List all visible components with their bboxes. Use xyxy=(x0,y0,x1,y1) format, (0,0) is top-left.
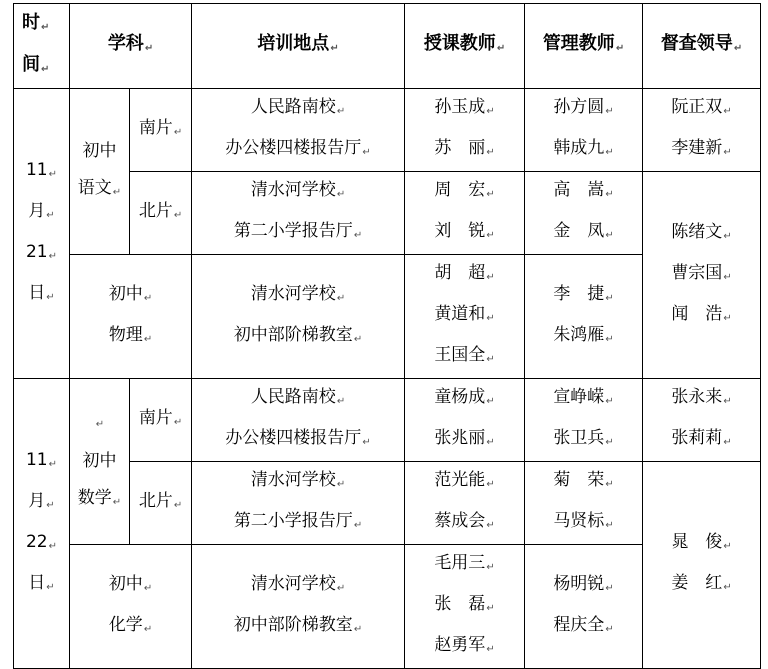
day2-chemistry-subject xyxy=(70,545,192,669)
header-supervisor-label: 督查领导 xyxy=(660,33,733,54)
manager-name: 孙方圆 xyxy=(553,97,605,117)
paragraph-mark-icon: ↵ xyxy=(46,209,55,221)
teacher-name: 刘 锐 xyxy=(434,221,486,241)
area-label: 南片 xyxy=(138,407,173,428)
day1-physics-location xyxy=(192,255,405,379)
paragraph-mark-icon: ↵ xyxy=(173,209,183,221)
paragraph-mark-icon: ↵ xyxy=(723,147,732,158)
paragraph-mark-icon: ↵ xyxy=(486,313,495,324)
paragraph-mark-icon: ↵ xyxy=(496,43,506,54)
paragraph-mark-icon: ↵ xyxy=(486,437,495,448)
paragraph-mark-icon: ↵ xyxy=(486,396,495,407)
manager-name: 高 嵩 xyxy=(553,180,605,200)
day2-math-south-managers xyxy=(525,379,643,462)
paragraph-mark-icon: ↵ xyxy=(605,437,614,448)
location-line: 清水河学校 xyxy=(250,180,336,200)
paragraph-mark-icon: ↵ xyxy=(605,479,614,490)
paragraph-mark-icon: ↵ xyxy=(41,64,50,75)
day1-chinese-south-managers xyxy=(525,89,643,172)
paragraph-mark-icon: ↵ xyxy=(143,333,153,345)
manager-name: 杨明锐 xyxy=(553,573,605,594)
paragraph-mark-icon: ↵ xyxy=(723,582,732,593)
location-line: 第二小学报告厅 xyxy=(233,221,353,241)
paragraph-mark-icon: ↵ xyxy=(486,147,495,158)
date-line: 月 xyxy=(28,490,46,511)
paragraph-mark-icon: ↵ xyxy=(144,43,154,54)
day2-chemistry-teachers xyxy=(405,545,525,669)
day2-math-north-location xyxy=(192,462,405,545)
paragraph-mark-icon: ↵ xyxy=(615,43,625,54)
header-time-line1: 时 xyxy=(22,12,40,33)
manager-name: 朱鸿雁 xyxy=(553,324,605,345)
day2-chemistry-managers xyxy=(525,545,643,669)
day1-physics-subject xyxy=(70,255,192,379)
table-row xyxy=(14,379,761,462)
supervisor-name: 姜 红 xyxy=(671,573,723,593)
supervisor-name: 曹宗国 xyxy=(671,262,723,283)
day1-date xyxy=(14,89,70,379)
day2-chemistry-location xyxy=(192,545,405,669)
training-schedule-table xyxy=(13,3,761,669)
paragraph-mark-icon: ↵ xyxy=(723,271,732,283)
teacher-name: 张 磊 xyxy=(434,594,486,614)
paragraph-mark-icon: ↵ xyxy=(336,479,346,490)
location-line: 人民路南校 xyxy=(250,97,336,117)
subject-line: 初中 xyxy=(108,283,143,304)
location-line: 第二小学报告厅 xyxy=(233,511,353,531)
date-line: 11 xyxy=(25,449,48,470)
paragraph-mark-icon: ↵ xyxy=(723,437,732,448)
subject-line: 数学 xyxy=(77,488,112,508)
teacher-name: 苏 丽 xyxy=(434,138,486,158)
paragraph-mark-icon: ↵ xyxy=(723,106,732,117)
day1-chinese-north-managers xyxy=(525,172,643,255)
teacher-name: 蔡成会 xyxy=(434,511,486,531)
paragraph-mark-icon: ↵ xyxy=(605,106,614,117)
manager-name: 金 凤 xyxy=(553,221,605,241)
paragraph-mark-icon: ↵ xyxy=(486,354,495,365)
teacher-name: 黄道和 xyxy=(434,304,486,324)
teacher-name: 王国全 xyxy=(434,345,486,365)
header-manager xyxy=(525,4,643,89)
paragraph-mark-icon: ↵ xyxy=(605,623,614,635)
location-line: 人民路南校 xyxy=(250,387,336,407)
supervisor-name: 晁 俊 xyxy=(671,532,723,552)
header-teacher xyxy=(405,4,525,89)
teacher-name: 毛用三 xyxy=(434,553,486,573)
subject-line: 初中 xyxy=(108,573,143,594)
day1-chinese-south-teachers xyxy=(405,89,525,172)
paragraph-mark-icon: ↵ xyxy=(605,189,614,200)
paragraph-mark-icon: ↵ xyxy=(362,147,371,158)
paragraph-mark-icon: ↵ xyxy=(605,582,614,594)
manager-name: 程庆全 xyxy=(553,614,605,635)
paragraph-mark-icon: ↵ xyxy=(336,396,346,407)
paragraph-mark-icon: ↵ xyxy=(605,333,614,345)
date-line: 月 xyxy=(28,200,46,221)
paragraph-mark-icon: ↵ xyxy=(173,416,183,428)
day2-math-south-teachers xyxy=(405,379,525,462)
paragraph-mark-icon: ↵ xyxy=(486,272,495,283)
supervisor-name: 闻 浩 xyxy=(671,303,723,324)
paragraph-mark-icon: ↵ xyxy=(48,458,58,470)
paragraph-mark-icon: ↵ xyxy=(486,189,495,200)
area-label: 北片 xyxy=(138,490,173,511)
day2-math-north-managers xyxy=(525,462,643,545)
teacher-name: 赵勇军 xyxy=(434,635,486,655)
supervisor-name: 陈绪文 xyxy=(671,221,723,242)
paragraph-mark-icon: ↵ xyxy=(723,312,732,324)
table-row xyxy=(14,89,761,172)
subject-line: 化学 xyxy=(108,614,143,635)
paragraph-mark-icon: ↵ xyxy=(362,437,371,448)
teacher-name: 胡 超 xyxy=(434,263,486,283)
header-row xyxy=(14,4,761,89)
date-line: 21 xyxy=(25,241,48,262)
paragraph-mark-icon: ↵ xyxy=(486,230,495,241)
day2-math-south-area xyxy=(130,379,192,462)
location-line: 办公楼四楼报告厅 xyxy=(225,138,362,158)
header-time xyxy=(14,4,70,89)
paragraph-mark-icon: ↵ xyxy=(605,520,614,531)
paragraph-mark-icon: ↵ xyxy=(112,497,122,508)
paragraph-mark-icon: ↵ xyxy=(486,562,495,573)
day2-math-south-supervisors xyxy=(643,379,761,462)
paragraph-mark-icon: ↵ xyxy=(336,189,346,200)
location-line: 初中部阶梯教室 xyxy=(233,324,353,345)
supervisor-name: 阮正双 xyxy=(671,97,723,117)
paragraph-mark-icon: ↵ xyxy=(336,292,346,304)
teacher-name: 童杨成 xyxy=(434,387,486,407)
paragraph-mark-icon: ↵ xyxy=(723,396,732,407)
day2-date xyxy=(14,379,70,669)
day1-chinese-north-teachers xyxy=(405,172,525,255)
day2-shared-supervisors xyxy=(643,462,761,669)
location-line: 清水河学校 xyxy=(250,470,336,490)
header-subject xyxy=(70,4,192,89)
area-label: 北片 xyxy=(138,200,173,221)
teacher-name: 范光能 xyxy=(434,470,486,490)
paragraph-mark-icon: ↵ xyxy=(48,250,58,262)
header-manager-label: 管理教师 xyxy=(542,33,615,54)
day1-physics-teachers xyxy=(405,255,525,379)
teacher-name: 张兆丽 xyxy=(434,428,486,448)
paragraph-mark-icon: ↵ xyxy=(46,291,55,303)
paragraph-mark-icon: ↵ xyxy=(486,106,495,117)
paragraph-mark-icon: ↵ xyxy=(353,230,363,241)
teacher-name: 孙玉成 xyxy=(434,97,486,117)
paragraph-mark-icon: ↵ xyxy=(605,147,614,158)
paragraph-mark-icon: ↵ xyxy=(605,230,614,241)
teacher-name: 周 宏 xyxy=(434,180,486,200)
subject-line: 语文 xyxy=(77,177,112,198)
paragraph-mark-icon: ↵ xyxy=(46,499,55,511)
location-line: 初中部阶梯教室 xyxy=(233,614,353,635)
paragraph-mark-icon: ↵ xyxy=(41,22,50,33)
subject-line: 物理 xyxy=(108,324,143,345)
subject-line: 初中 xyxy=(82,140,117,161)
paragraph-mark-icon: ↵ xyxy=(143,623,153,635)
paragraph-mark-icon: ↵ xyxy=(173,126,183,138)
header-teacher-label: 授课教师 xyxy=(423,33,496,54)
header-location xyxy=(192,4,405,89)
header-subject-label: 学科 xyxy=(107,33,144,54)
area-label: 南片 xyxy=(138,117,173,138)
day1-chinese-subject xyxy=(70,89,130,255)
header-location-label: 培训地点 xyxy=(257,33,330,54)
manager-name: 马贤标 xyxy=(553,511,605,531)
paragraph-mark-icon: ↵ xyxy=(173,499,183,511)
paragraph-mark-icon: ↵ xyxy=(336,106,346,117)
paragraph-mark-icon: ↵ xyxy=(723,541,732,552)
paragraph-mark-icon: ↵ xyxy=(143,582,153,594)
paragraph-mark-icon: ↵ xyxy=(733,43,743,54)
header-supervisor xyxy=(643,4,761,89)
paragraph-mark-icon: ↵ xyxy=(353,623,363,635)
date-line: 11 xyxy=(25,159,48,180)
day1-shared-supervisors xyxy=(643,172,761,379)
paragraph-mark-icon: ↵ xyxy=(330,43,339,54)
paragraph-mark-icon: ↵ xyxy=(336,582,346,594)
paragraph-mark-icon: ↵ xyxy=(112,186,122,198)
paragraph-mark-icon: ↵ xyxy=(486,644,495,655)
paragraph-mark-icon: ↵ xyxy=(48,168,58,180)
location-line: 办公楼四楼报告厅 xyxy=(225,428,362,448)
paragraph-mark-icon: ↵ xyxy=(353,333,363,345)
paragraph-mark-icon: ↵ xyxy=(353,520,363,531)
date-line: 日 xyxy=(28,282,46,303)
paragraph-mark-icon: ↵ xyxy=(486,520,495,531)
paragraph-mark-icon: ↵ xyxy=(48,540,58,552)
subject-line: 初中 xyxy=(82,451,117,471)
paragraph-mark-icon: ↵ xyxy=(605,396,614,407)
day1-chinese-south-location xyxy=(192,89,405,172)
paragraph-mark-icon: ↵ xyxy=(143,292,153,304)
supervisor-name: 张永来 xyxy=(671,387,723,407)
location-line: 清水河学校 xyxy=(250,283,336,304)
date-line: 日 xyxy=(28,572,46,593)
manager-name: 张卫兵 xyxy=(553,428,605,448)
day2-math-north-teachers xyxy=(405,462,525,545)
manager-name: 宣峥嵘 xyxy=(553,387,605,407)
paragraph-mark-icon: ↵ xyxy=(486,603,495,614)
paragraph-mark-icon: ↵ xyxy=(605,292,614,304)
supervisor-name: 张莉莉 xyxy=(671,428,723,448)
manager-name: 韩成九 xyxy=(553,138,605,158)
supervisor-name: 李建新 xyxy=(671,138,723,158)
day1-chinese-south-area xyxy=(130,89,192,172)
manager-name: 菊 荣 xyxy=(553,470,605,490)
header-time-line2: 间 xyxy=(22,54,40,75)
day1-physics-managers xyxy=(525,255,643,379)
day2-math-subject xyxy=(70,379,130,545)
paragraph-mark-icon: ↵ xyxy=(723,230,732,242)
date-line: 22 xyxy=(25,531,48,552)
day1-chinese-north-area xyxy=(130,172,192,255)
paragraph-mark-icon: ↵ xyxy=(95,419,105,430)
paragraph-mark-icon: ↵ xyxy=(486,479,495,490)
day1-chinese-north-location xyxy=(192,172,405,255)
day2-math-north-area xyxy=(130,462,192,545)
day2-math-south-location xyxy=(192,379,405,462)
location-line: 清水河学校 xyxy=(250,573,336,594)
day1-chinese-south-supervisors xyxy=(643,89,761,172)
paragraph-mark-icon: ↵ xyxy=(46,581,55,593)
manager-name: 李 捷 xyxy=(553,283,605,304)
